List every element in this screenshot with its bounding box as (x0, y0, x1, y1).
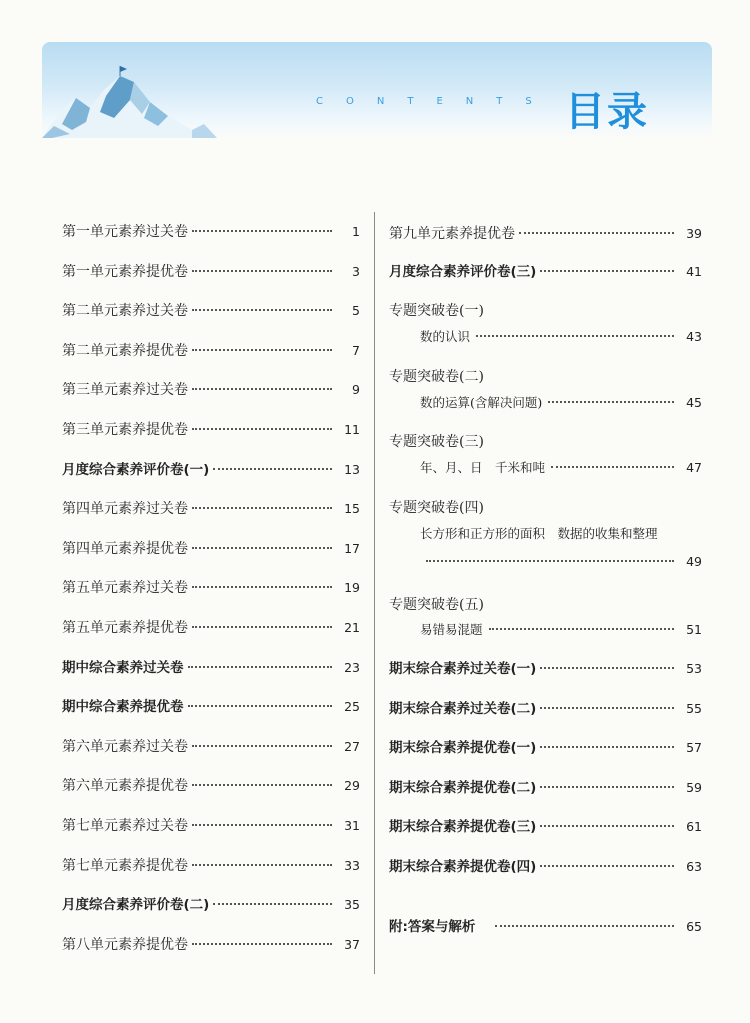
toc-entry-label: 期末综合素养提优卷(三) (389, 819, 537, 836)
toc-entry-label: 月度综合素养评价卷(二) (62, 897, 210, 914)
toc-entry-label: 月度综合素养评价卷(三) (389, 264, 537, 280)
dot-leader (192, 547, 332, 549)
section-heading: 专题突破卷(三) (389, 434, 484, 450)
toc-entry-label: 第九单元素养提优卷 (389, 226, 515, 242)
toc-subentry-label: 数的运算(含解决问题) (420, 395, 543, 410)
section-heading: 专题突破卷(一) (389, 303, 484, 319)
toc-entry-label: 期末综合素养过关卷(二) (389, 700, 537, 717)
toc-entry-page: 21 (344, 620, 360, 635)
toc-entry-page: 5 (352, 303, 360, 319)
toc-entry[interactable] (62, 816, 360, 836)
dot-leader (192, 864, 332, 866)
toc-entry-page: 1 (352, 224, 360, 239)
toc-entry[interactable] (62, 658, 360, 678)
dot-leader (540, 270, 674, 272)
toc-entry[interactable] (389, 778, 702, 798)
toc-subentry[interactable] (426, 552, 702, 572)
dot-leader (519, 232, 674, 234)
toc-entry-page: 55 (686, 700, 702, 716)
toc-entry[interactable] (389, 817, 702, 837)
toc-entry-appendix[interactable] (389, 917, 702, 937)
dot-leader (192, 784, 332, 786)
toc-entry-label: 期末综合素养提优卷(二) (389, 779, 537, 796)
toc-entry[interactable] (389, 699, 702, 719)
section-heading: 专题突破卷(二) (389, 369, 484, 385)
toc-entry[interactable] (62, 222, 360, 242)
toc-entry-page: 47 (686, 460, 702, 475)
dot-leader (192, 626, 332, 628)
dot-leader (192, 824, 332, 826)
toc-entry[interactable] (62, 262, 360, 282)
dot-leader (489, 628, 674, 630)
toc-entry-label: 期中综合素养过关卷 (62, 659, 184, 676)
dot-leader (476, 335, 674, 337)
toc-subentry-label: 年、月、日 千米和吨 (420, 460, 546, 475)
toc-entry-label: 期末综合素养提优卷(四) (389, 859, 537, 875)
toc-entry-page: 7 (352, 342, 360, 358)
toc-entry[interactable] (62, 737, 360, 757)
toc-entry-label: 第七单元素养提优卷 (62, 857, 188, 874)
toc-entry-label: 第三单元素养提优卷 (62, 422, 188, 438)
dot-leader (213, 903, 332, 905)
toc-entry-page: 41 (686, 264, 702, 279)
toc-entry[interactable] (62, 697, 360, 717)
toc-entry-label: 第二单元素养过关卷 (62, 303, 188, 320)
page-title: 目录 (565, 89, 649, 135)
toc-entry-page: 49 (686, 554, 702, 569)
dot-leader (192, 388, 332, 390)
toc-subentry-label: 易错易混题 (420, 622, 483, 637)
toc-entry-page: 43 (686, 329, 702, 344)
toc-entry-page: 37 (344, 936, 360, 952)
toc-entry-page: 3 (352, 263, 360, 279)
toc-entry[interactable] (389, 659, 702, 679)
toc-entry-label: 第八单元素养提优卷 (62, 936, 188, 953)
dot-leader (192, 309, 332, 311)
toc-entry[interactable] (62, 539, 360, 559)
toc-entry-page: 65 (686, 919, 702, 934)
toc-entry[interactable] (62, 776, 360, 796)
toc-entry-label: 期末综合素养提优卷(一) (389, 740, 537, 757)
toc-entry-label: 期中综合素养提优卷 (62, 699, 184, 716)
toc-entry-page: 45 (686, 395, 702, 410)
toc-entry[interactable] (62, 460, 360, 480)
toc-entry-label: 期末综合素养过关卷(一) (389, 661, 537, 677)
dot-leader (551, 466, 674, 468)
dot-leader (426, 560, 674, 562)
toc-entry-page: 27 (344, 738, 360, 754)
toc-entry-page: 31 (344, 818, 360, 833)
toc-entry[interactable] (62, 856, 360, 876)
toc-entry-page: 29 (344, 778, 360, 794)
dot-leader (495, 925, 674, 927)
toc-subentry[interactable] (420, 327, 702, 347)
toc-entry-label: 附:答案与解析 (389, 919, 476, 935)
toc-entry-page: 63 (686, 859, 702, 874)
toc-entry-page: 11 (344, 422, 360, 437)
toc-entry-page: 25 (344, 699, 360, 715)
toc-entry[interactable] (389, 224, 702, 244)
toc-entry-page: 13 (344, 461, 360, 477)
toc-entry-page: 59 (686, 779, 702, 795)
toc-entry-page: 51 (686, 622, 702, 637)
dot-leader (213, 468, 332, 470)
toc-entry[interactable] (389, 857, 702, 877)
dot-leader (192, 507, 332, 509)
toc-subentry[interactable] (420, 393, 702, 413)
toc-entry[interactable] (62, 935, 360, 955)
toc-subentry-label: 数的认识 (420, 329, 471, 344)
toc-entry[interactable] (389, 262, 702, 282)
dot-leader (192, 349, 332, 351)
dot-leader (540, 865, 674, 867)
toc-entry-label: 第六单元素养过关卷 (62, 738, 188, 755)
column-divider (374, 212, 375, 974)
toc-entry-label: 第六单元素养提优卷 (62, 778, 188, 795)
toc-entry-label: 第二单元素养提优卷 (62, 342, 188, 359)
toc-entry-page: 19 (344, 580, 360, 596)
toc-entry[interactable] (62, 895, 360, 915)
toc-entry-label: 月度综合素养评价卷(一) (62, 461, 210, 478)
dot-leader (192, 745, 332, 747)
dot-leader (192, 230, 332, 232)
toc-subentry[interactable] (420, 620, 702, 640)
section-heading: 专题突破卷(五) (389, 597, 484, 613)
contents-label: CONTENTS (316, 96, 555, 107)
toc-entry-label: 第五单元素养过关卷 (62, 580, 188, 597)
toc-entry[interactable] (62, 578, 360, 598)
dot-leader (188, 666, 333, 668)
dot-leader (540, 707, 674, 709)
dot-leader (540, 825, 674, 827)
toc-entry-label: 第四单元素养提优卷 (62, 540, 188, 557)
toc-entry-page: 23 (344, 659, 360, 675)
toc-entry-label: 第五单元素养提优卷 (62, 620, 188, 636)
toc-entry-page: 57 (686, 740, 702, 756)
toc-entry-page: 9 (352, 382, 360, 398)
toc-entry-label: 第四单元素养过关卷 (62, 501, 188, 518)
mountain-illustration (42, 42, 282, 138)
toc-entry-page: 33 (344, 857, 360, 873)
toc-entry[interactable] (389, 738, 702, 758)
toc-subentry[interactable] (420, 458, 702, 478)
toc-entry[interactable] (62, 380, 360, 400)
dot-leader (192, 270, 332, 272)
toc-entry[interactable] (62, 341, 360, 361)
toc-entry[interactable] (62, 618, 360, 638)
dot-leader (540, 746, 674, 748)
toc-entry[interactable] (62, 301, 360, 321)
dot-leader (188, 705, 333, 707)
toc-subentry-label: 长方形和正方形的面积 数据的收集和整理 (420, 526, 658, 541)
toc-entry-page: 15 (344, 501, 360, 517)
toc-entry-page: 17 (344, 540, 360, 556)
section-heading: 专题突破卷(四) (389, 500, 484, 516)
dot-leader (540, 667, 674, 669)
dot-leader (548, 401, 674, 403)
toc-entry-page: 61 (686, 819, 702, 835)
toc-entry-label: 第一单元素养过关卷 (62, 224, 188, 240)
dot-leader (540, 786, 674, 788)
toc-entry-label: 第一单元素养提优卷 (62, 263, 188, 280)
toc-entry-page: 35 (344, 897, 360, 913)
toc-entry-page: 53 (686, 661, 702, 676)
toc-entry[interactable] (62, 420, 360, 440)
toc-entry[interactable] (62, 499, 360, 519)
toc-entry-page: 39 (686, 226, 702, 241)
dot-leader (192, 586, 332, 588)
toc-entry-label: 第七单元素养过关卷 (62, 818, 188, 834)
dot-leader (192, 943, 332, 945)
toc-entry-label: 第三单元素养过关卷 (62, 382, 188, 399)
dot-leader (192, 428, 332, 430)
